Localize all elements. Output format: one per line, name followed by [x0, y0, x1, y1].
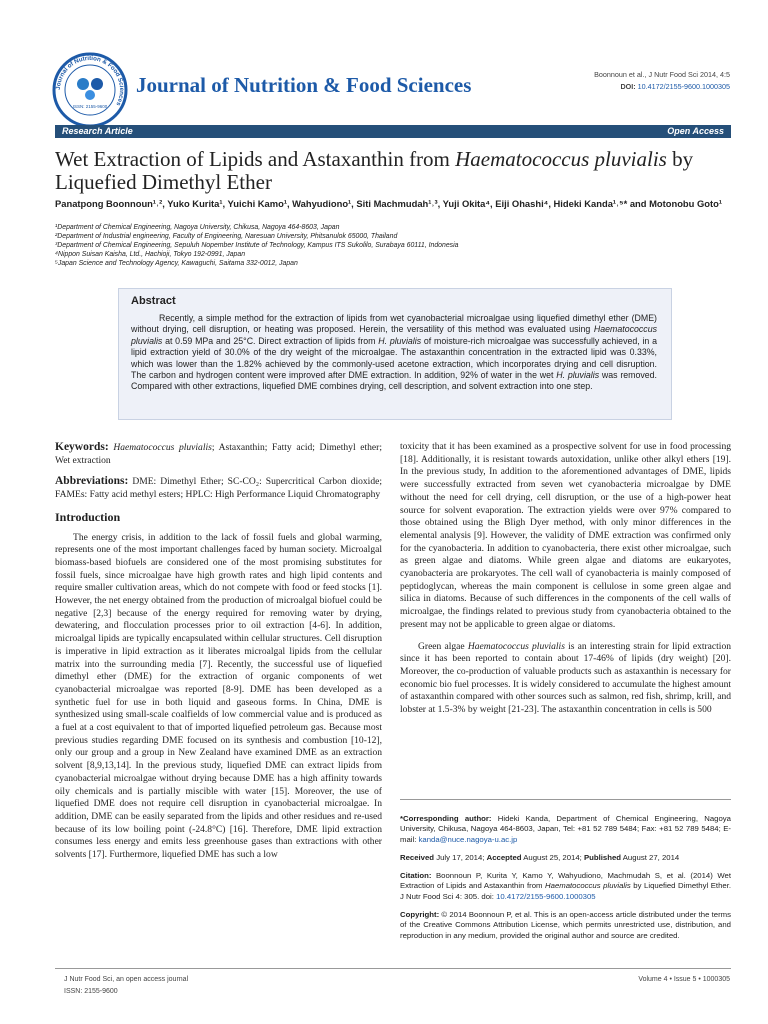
citation-doi-link[interactable]: 10.4172/2155-9600.1000305: [496, 891, 596, 901]
affiliation-3: ³Department of Chemical Engineering, Sepuluh Nopember Institute of Technology, Kampus ITS Sukolilo, Surabaya 60111, Indonesia: [55, 242, 459, 250]
logo-ring-text: Journal of Nutrition & Food Sciences: [54, 54, 126, 107]
email-link[interactable]: kanda@nuce.nagoya-u.ac.jp: [418, 834, 518, 844]
footer-left: [64, 974, 188, 998]
affiliation-4: ⁴Nippon Suisan Kaisha, Ltd., Hachioji, Tokyo 192-0991, Japan: [55, 251, 246, 259]
corresponding-author: *Corresponding author: Hideki Kanda, Department of Chemical Engineering, Nagoya University, Chikusa, Nagoya 464-8603, Japan, Tel: +81 52 789 5484; Fax: +81 52 789 5484; E-mail: kanda@nuce.nagoya-u.ac.jp: [400, 813, 731, 844]
dates: Received July 17, 2014; Accepted August 25, 2014; Published August 27, 2014: [400, 852, 680, 862]
article-type-bar: [55, 125, 731, 138]
citation-line: Boonnoun et al., J Nutr Food Sci 2014, 4:5: [594, 70, 730, 79]
intro-paragraph-3: Green algae Haematococcus pluvialis is an interesting strain for lipid extraction since it has been reported to contain about 17-46% of lipids (dry weight) [20]. Moreover, the co-production of valuable products such as astaxanthin is necessary for economic bio fuel processes. It is widely considered to accumulate the highest amount of astaxanthin compared with other sources such as salmon, red fish, shrimp, krill, and lobster at 1.5-3% by weight [21-23]. The astaxanthin concentration in cells is 500: [400, 640, 731, 716]
article-notes: [400, 806, 731, 949]
footer-journal: J Nutr Food Sci, an open access journal: [64, 976, 189, 983]
doi-link[interactable]: 10.4172/2155-9600.1000305: [637, 82, 730, 91]
footer-divider: [55, 968, 731, 969]
doi-label: DOI:: [620, 82, 636, 91]
article-type: Research Article: [62, 126, 133, 136]
footer-volume: Volume 4 • Issue 5 • 1000305: [638, 976, 730, 983]
open-access-label: Open Access: [667, 126, 724, 136]
logo-issn: ISSN: 2155-9600: [72, 104, 108, 109]
authors: Panatpong Boonnoun¹˒², Yuko Kurita¹, Yuichi Kamo¹, Wahyudiono¹, Siti Machmudah¹˒³, Yuji Okita⁴, Eiji Ohashi⁴, Hideki Kanda¹˒⁵* and Motonobu Goto¹: [55, 198, 722, 209]
introduction-heading: Introduction: [55, 509, 121, 524]
left-column: [55, 441, 382, 862]
abstract-text: Recently, a simple method for the extraction of lipids from wet cyanobacterial microalgae using liquefied dimethyl ether (DME) without drying, cell disruption, or heating was proposed. Herein, the versatility of this method was evaluated using Haematococcus pluvialis at 0.59 MPa and 25°C. Direct extraction of lipids from H. pluvialis of moisture-rich microalgae was successfully achieved, in a lipid extraction yield of 30.0% of the dry weight of the microalgae. The astaxanthin concentration in the extracted lipid was 0.33%, which was lower than the 1.82% achieved by the commonly-used acetone extraction, which incorporates drying and cell disruption. The carbon and hydrogen content were improved after DME extraction. In addition, 92% of water in the wet H. pluvialis was removed. Compared with other extractions, liquefied DME combines drying, cell description, and solvent extraction into one step.: [131, 313, 657, 392]
affiliation-2: ²Department of Industrial engineering, Faculty of Engineering, Naresuan University, Phitsanulok 65000, Thailand: [55, 233, 398, 241]
abstract-heading: Abstract: [131, 295, 176, 307]
keywords: Keywords: Haematococcus pluvialis; Astaxanthin; Fatty acid; Dimethyl ether; Wet extraction: [55, 441, 382, 466]
abbreviations: Abbreviations: DME: Dimethyl Ether; SC-CO₂: Supercritical Carbon dioxide; FAMEs: Fatty acid methyl esters; HPLC: High Performance Liquid Chromatography: [55, 475, 382, 501]
notes-divider: [400, 799, 731, 800]
article-title: Wet Extraction of Lipids and Astaxanthin from Haematococcus pluvialis by Liquefied Dimethyl Ether: [55, 147, 694, 194]
affiliation-5: ⁵Japan Science and Technology Agency, Kawaguchi, Saitama 332-0012, Japan: [55, 260, 298, 268]
journal-logo: [50, 50, 130, 130]
right-column: [400, 441, 731, 717]
intro-paragraph-1: The energy crisis, in addition to the lack of fossil fuels and global warming, represents one of the most important challenges faced by human society. Microalgal biomass-based biofuels are considered one of the most promising substitutes for fossil fuels, since microalgae have high growth rates and high lipid contents and require smaller cultivation areas, which do not compete with food or feed stocks [1]. However, the net energy obtained from the production of microalgal biofuel could be negative [2,3] because of the energy required for removing water by drying, dewatering, and flocculation processes prior to oil extraction [4-6]. In addition, microalgal lipids are typically encapsulated within cellular structures. Cell disruption is imperative in lipid extraction as it liberates microalgal lipids from the cellular matrix into the surrounding media [7]. Recently, the successful use of liquefied dimethyl ether (DME) for the extraction of organic components of wet cyanobacterial microalgae was reported [8-9]. DME has been developed as a synthetic fuel for use in both liquid and gaseous forms. In China, DME is synthesized using small-scale coalfields of low commercial value and is produced as a fuel at a cost equivalent to that of imported liquefied petroleum gas. Because most previous studies regarding DME focused on its synthesis and combustion [10-12], only our group and a group in New Zealand have examined DME as an extraction solvent [8,9,13,14]. In the previous study, liquefied DME can extract lipids from cyanobacterial microalgae without drying because DME has a high affinity towards oily chemicals and is partially miscible with water [15]. Moreover, the use of liquefied DME does not require cell disruption in cyanobacterial microalgae. In addition, DME can be easily separated from the lipids and other residues and re-used because of its low boiling point (-24.8°C) [16]. Therefore, DME lipid extraction consumes less energy and emits less greenhouse gases than extractions with other solvents [17]. Furthermore, liquefied DME has such a low: [55, 531, 382, 861]
citation-header: [560, 69, 730, 93]
journal-title: Journal of Nutrition & Food Sciences: [136, 73, 472, 97]
affiliation-1: ¹Department of Chemical Engineering, Nagoya University, Chikusa, Nagoya 464-8603, Japan: [55, 224, 340, 231]
footer-issn: ISSN: 2155-9600: [64, 988, 118, 995]
intro-paragraph-2: toxicity that it has been examined as a prospective solvent for use in food processing [18]. Additionally, it is resistant towards autoxidation, unlike other alkyl ethers [19]. In the previous study, In addition to the aforementioned advantages of DME, lipids were successfully extracted from seven wet cyanobacteria microalgae by DME without the need for cell drying, cell disruption, or the use of a high-power heat source for solvent evaporation. The extraction yields were over 97% compared to those obtained using the Bligh Dyer method, with only minor differences in the elemental analysis [9]. However, the validity of DME extraction was confirmed only for the cyanobacteria. In addition to cyanobacteria, there exist other microalgae, such as green algae and diatoms. While green algae and diatoms are eukaryotes, cyanobacteria are prokaryotes. The cell wall of cyanobacteria is mainly composed of peptidoglycan, whereas the main component is cellulose in some green algae and silica in diatoms. Because of such differences in the components of the cell walls of microalgae, the findings related to previous study from cyanobacteria obtained to the present may not be applicable to green algae or diatoms.: [400, 441, 731, 630]
citation: Citation: Boonnoun P, Kurita Y, Kamo Y, Wahyudiono, Machmudah S, et al. (2014) Wet Extraction of Lipids and Astaxanthin from Haematococcus pluvialis by Liquefied Dimethyl Ether. J Nutr Food Sci 4: 305. doi: 10.4172/2155-9600.1000305: [400, 870, 732, 901]
affiliations: [55, 223, 735, 268]
copyright: Copyright: © 2014 Boonnoun P, et al. This is an open-access article distributed under the terms of the Creative Commons Attribution License, which permits unrestricted use, distribution, and reproduction in any medium, provided the original author and source are credited.: [400, 909, 731, 940]
